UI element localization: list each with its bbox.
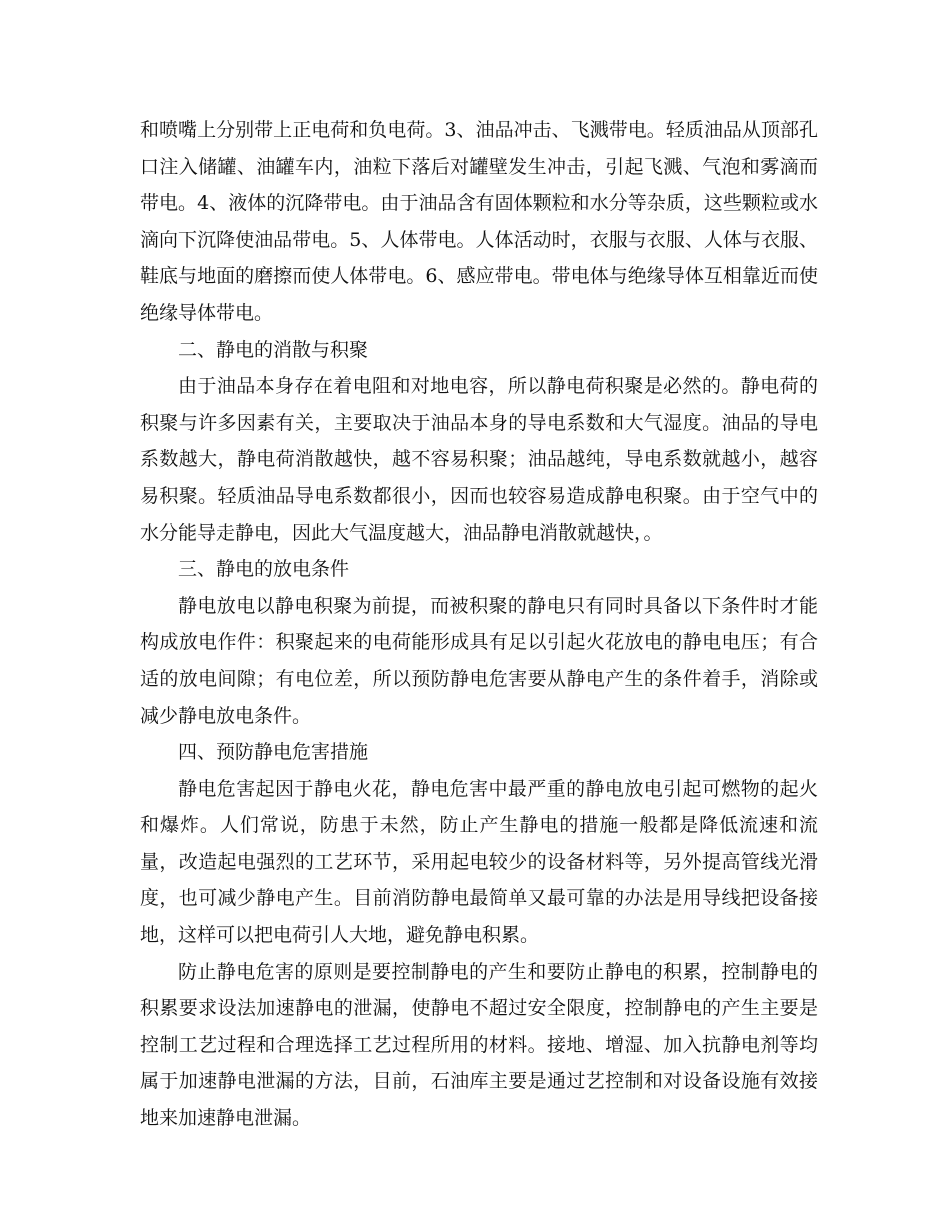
document-page	[140, 112, 818, 1137]
section-heading-4: 四、预防静电危害措施	[178, 741, 369, 764]
section-heading-3: 三、静电的放电条件	[178, 558, 350, 581]
paragraph-prevention-measures: 静电危害起因于静电火花，静电危害中最严重的静电放电引起可燃物的起火和爆炸。人们常说，防患于未然，防止产生静电的措施一般都是降低流速和流量，改造起电强烈的工艺环节，采用起电较少的设备材料等，另外提高管线光滑度，也可减少静电产生。目前消防静电最简单又最可靠的办法是用导线把设备接地，这样可以把电荷引人大地，避免静电积累。	[140, 777, 818, 947]
paragraph-continued: 和喷嘴上分别带上正电荷和负电荷。3、油品冲击、飞溅带电。轻质油品从顶部孔口注入储罐、油罐车内，油粒下落后对罐壁发生冲击，引起飞溅、气泡和雾滴而带电。4、液体的沉降带电。由于油品含有固体颗粒和水分等杂质，这些颗粒或水滴向下沉降使油品带电。5、人体带电。人体活动时，衣服与衣服、人体与衣服、鞋底与地面的磨擦而使人体带电。6、感应带电。带电体与绝缘导体互相靠近而使绝缘导体带电。	[140, 119, 818, 324]
paragraph-prevention-principles: 防止静电危害的原则是要控制静电的产生和要防止静电的积累，控制静电的积累要求设法加速静电的泄漏，使静电不超过安全限度，控制静电的产生主要是控制工艺过程和合理选择工艺过程所用的材料。接地、增湿、加入抗静电剂等均属于加速静电泄漏的方法，目前，石油库主要是通过艺控制和对设备设施有效接地来加速静电泄漏。	[140, 960, 818, 1130]
paragraph-discharge-conditions: 静电放电以静电积聚为前提，而被积聚的静电只有同时具备以下条件时才能构成放电作件：积聚起来的电荷能形成具有足以引起火花放电的静电电压；有合适的放电间隙；有电位差，所以预防静电危害要从静电产生的条件着手，消除或减少静电放电条件。	[140, 594, 818, 727]
section-heading-2: 二、静电的消散与积聚	[178, 338, 369, 361]
paragraph-dissipation: 由于油品本身存在着电阻和对地电容，所以静电荷积聚是必然的。静电荷的积聚与许多因素有关，主要取决于油品本身的导电系数和大气湿度。油品的导电系数越大，静电荷消散越快，越不容易积聚；油品越纯，导电系数就越小，越容易积聚。轻质油品导电系数都很小，因而也较容易造成静电积聚。由于空气中的水分能导走静电，因此大气温度越大，油品静电消散就越快，。	[140, 375, 818, 544]
